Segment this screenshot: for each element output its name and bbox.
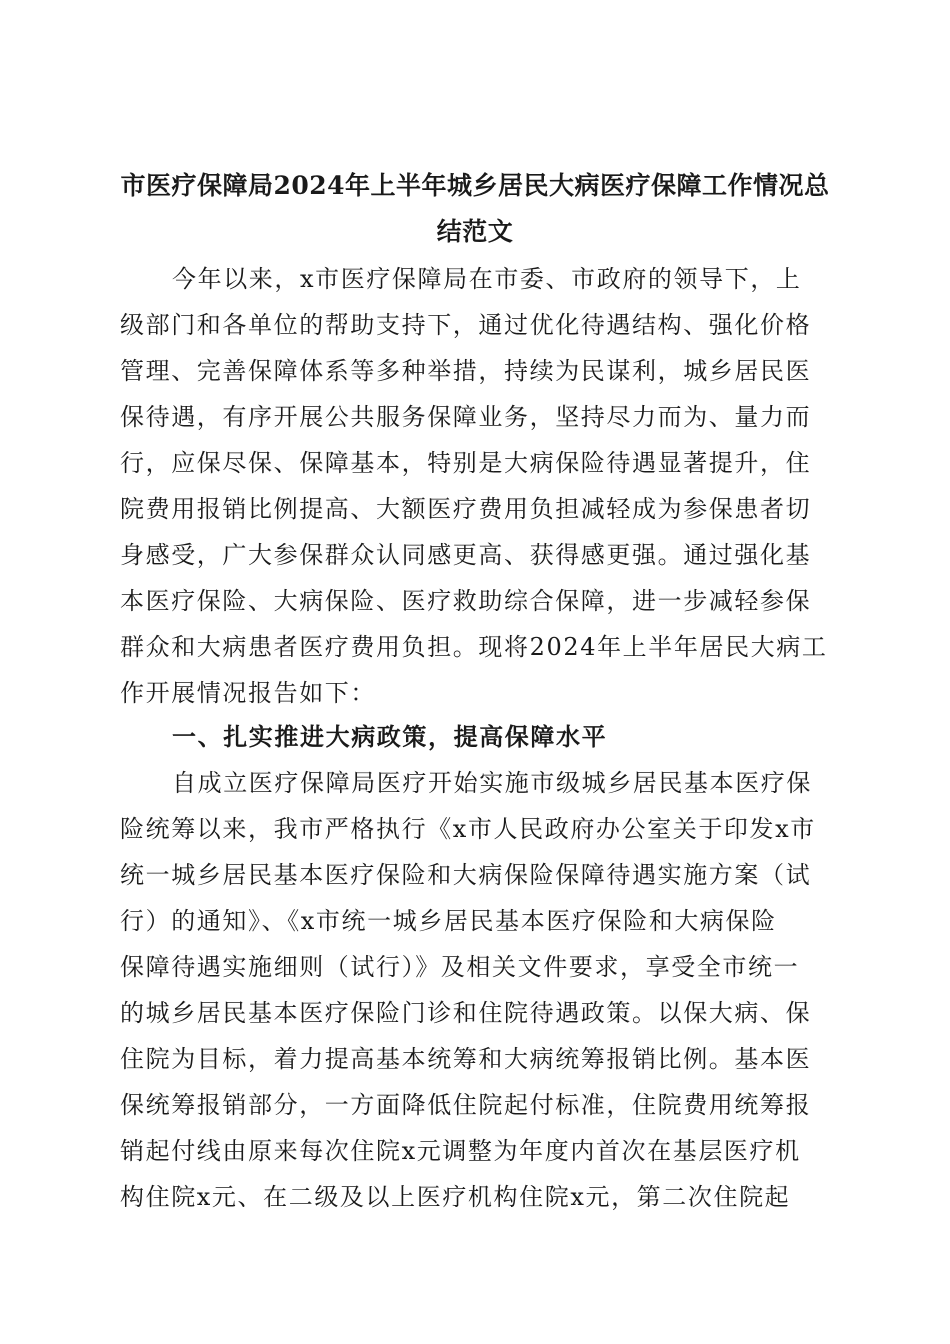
paragraph-2-line: 险统筹以来，我市严格执行《x市人民政府办公室关于印发x市 <box>120 815 816 843</box>
paragraph-1-line: 院费用报销比例提高、大额医疗费用负担减轻成为参保患者切 <box>120 495 812 523</box>
document-title-line-2: 结范文 <box>436 217 514 246</box>
paragraph-2-line: 自成立医疗保障局医疗开始实施市级城乡居民基本医疗保 <box>172 769 812 797</box>
paragraph-1-line: 级部门和各单位的帮助支持下，通过优化待遇结构、强化价格 <box>120 311 812 339</box>
paragraph-2-line: 统一城乡居民基本医疗保险和大病保险保障待遇实施方案（试 <box>120 861 812 889</box>
paragraph-2-line: 的城乡居民基本医疗保险门诊和住院待遇政策。以保大病、保 <box>120 999 812 1027</box>
paragraph-2-line: 行）的通知》、《x市统一城乡居民基本医疗保险和大病保险 <box>120 907 777 935</box>
document-title-line-1: 市医疗保障局2024年上半年城乡居民大病医疗保障工作情况总 <box>120 171 830 200</box>
paragraph-1-line: 今年以来，x市医疗保障局在市委、市政府的领导下，上 <box>172 265 802 293</box>
paragraph-2-line: 销起付线由原来每次住院x元调整为年度内首次在基层医疗机 <box>120 1137 801 1165</box>
paragraph-1-line: 保待遇，有序开展公共服务保障业务，坚持尽力而为、量力而 <box>120 403 812 431</box>
paragraph-1-line: 行，应保尽保、保障基本，特别是大病保险待遇显著提升，住 <box>120 449 812 477</box>
section-1-heading: 一、扎实推进大病政策，提高保障水平 <box>172 722 608 751</box>
paragraph-2-line: 住院为目标，着力提高基本统筹和大病统筹报销比例。基本医 <box>120 1045 812 1073</box>
paragraph-1-line: 身感受，广大参保群众认同感更高、获得感更强。通过强化基 <box>120 541 812 569</box>
paragraph-2-line: 构住院x元、在二级及以上医疗机构住院x元，第二次住院起 <box>120 1183 791 1211</box>
paragraph-1-line: 本医疗保险、大病保险、医疗救助综合保障，进一步减轻参保 <box>120 587 812 615</box>
paragraph-1-line: 群众和大病患者医疗费用负担。现将2024年上半年居民大病工 <box>120 633 828 661</box>
paragraph-1-line: 作开展情况报告如下： <box>120 679 376 707</box>
paragraph-2-line: 保统筹报销部分，一方面降低住院起付标准，住院费用统筹报 <box>120 1091 812 1119</box>
paragraph-2-line: 保障待遇实施细则（试行）》及相关文件要求，享受全市统一 <box>120 953 800 981</box>
paragraph-1-line: 管理、完善保障体系等多种举措，持续为民谋利，城乡居民医 <box>120 357 812 385</box>
